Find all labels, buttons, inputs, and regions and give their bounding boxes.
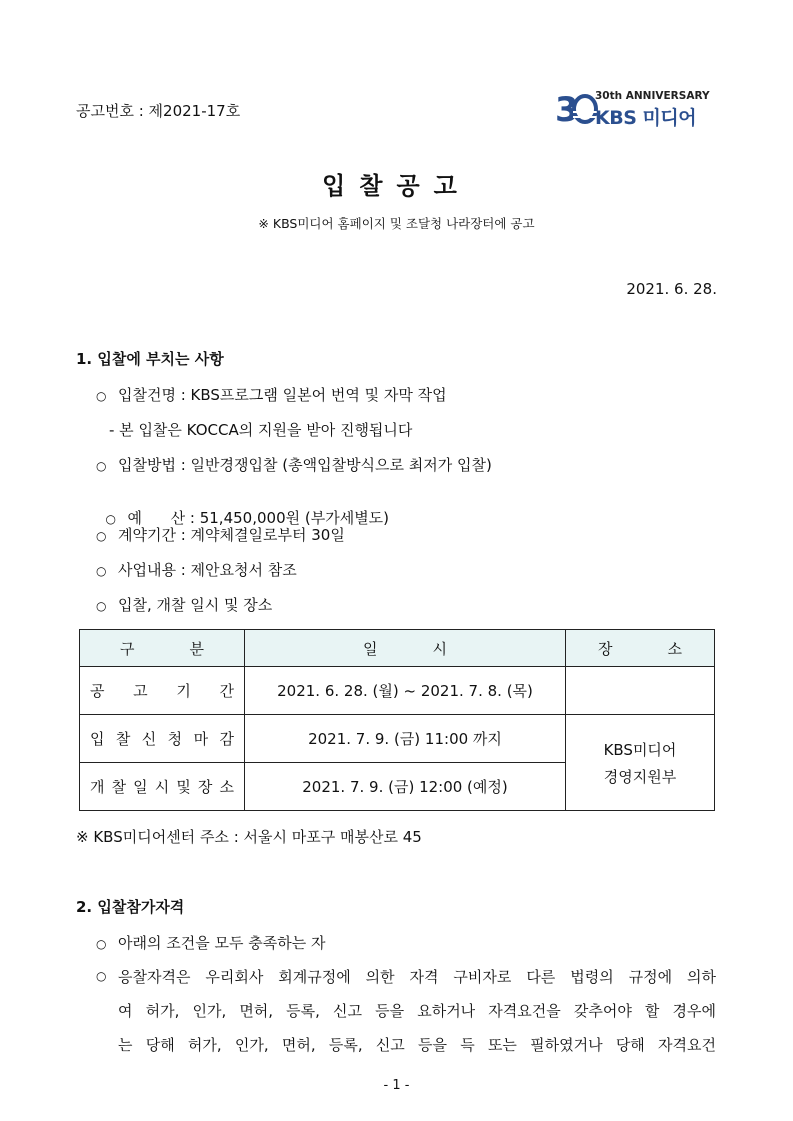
paragraph-line: 여 허가, 인가, 면허, 등록, 신고 등을 요하거나 자격요건을 갖추어야 할 경우에 — [118, 1002, 716, 1020]
row-label-opening-datetime-place: 개 찰 일 시 및 장 소 — [80, 763, 245, 811]
subtitle: ※ KBS미디어 홈페이지 및 조달청 나라장터에 공고 — [258, 216, 535, 231]
announcement-date: 2021. 6. 28. — [626, 280, 717, 298]
header-category: 구 분 — [80, 630, 245, 667]
list-item: ○ 입찰, 개찰 일시 및 장소 — [96, 596, 273, 614]
list-item: ○ 아래의 조건을 모두 충족하는 자 — [96, 934, 326, 952]
row-place-empty — [566, 667, 715, 715]
logo-brand-text: KBS 미디어 — [595, 107, 697, 129]
row-datetime: 2021. 7. 9. (금) 11:00 까지 — [245, 715, 566, 763]
table-header-row — [80, 630, 715, 667]
bullet-icon: ○ — [96, 599, 107, 613]
row-label-application-deadline: 입 찰 신 청 마 감 — [80, 715, 245, 763]
bullet-icon: ○ — [105, 512, 117, 526]
section-2-heading: 2. 입찰참가자격 — [76, 898, 185, 916]
notice-number: 공고번호 : 제2021-17호 — [76, 102, 241, 120]
list-item: ○ 입찰방법 : 일반경쟁입찰 (총액입찰방식으로 최저가 입찰) — [96, 456, 492, 474]
paragraph-line: 는 당해 허가, 인가, 면허, 등록, 신고 등을 득 또는 필하였거나 당해 자격요건 — [118, 1036, 716, 1054]
sub-note: - 본 입찰은 KOCCA의 지원을 받아 진행됩니다 — [109, 421, 413, 439]
header-place: 장 소 — [566, 630, 715, 667]
page-title: 입찰공고 — [322, 172, 471, 200]
bullet-icon: ○ — [96, 389, 107, 403]
table-row — [80, 715, 715, 763]
bullet-icon: ○ — [96, 564, 107, 578]
logo-anniversary-text: 30th ANNIVERSARY — [595, 90, 710, 102]
bullet-icon: ○ — [96, 937, 107, 951]
svg-text:3: 3 — [555, 90, 579, 128]
list-item: ○ 예 산 : 51,450,000원 (부가세별도) — [105, 509, 390, 527]
place-line-2: 경영지원부 — [603, 767, 677, 786]
kbs-media-logo — [553, 88, 721, 128]
list-item: ○ 계약기간 : 계약체결일로부터 30일 — [96, 526, 345, 544]
place-line-1: KBS미디어 — [603, 740, 677, 759]
list-item-bullet — [96, 966, 118, 984]
row-datetime: 2021. 7. 9. (금) 12:00 (예정) — [245, 763, 566, 811]
schedule-table — [79, 629, 715, 811]
section-1-heading: 1. 입찰에 부치는 사항 — [76, 350, 224, 368]
address-note: ※ KBS미디어센터 주소 : 서울시 마포구 매봉산로 45 — [76, 828, 422, 846]
table-row — [80, 667, 715, 715]
bullet-icon: ○ — [96, 459, 107, 473]
header-datetime: 일 시 — [245, 630, 566, 667]
page-number: - 1 - — [383, 1078, 410, 1093]
list-item: ○ 입찰건명 : KBS프로그램 일본어 번역 및 자막 작업 — [96, 386, 447, 404]
list-item: ○ 사업내용 : 제안요청서 참조 — [96, 561, 297, 579]
bullet-icon: ○ — [96, 529, 107, 543]
row-datetime: 2021. 6. 28. (월) ~ 2021. 7. 8. (목) — [245, 667, 566, 715]
row-place — [566, 715, 715, 811]
paragraph-line: 응찰자격은 우리회사 회계규정에 의한 자격 구비자로 다른 법령의 규정에 의하 — [118, 968, 716, 986]
row-label-announcement-period: 공 고 기 간 — [80, 667, 245, 715]
bullet-icon: ○ — [96, 969, 107, 983]
